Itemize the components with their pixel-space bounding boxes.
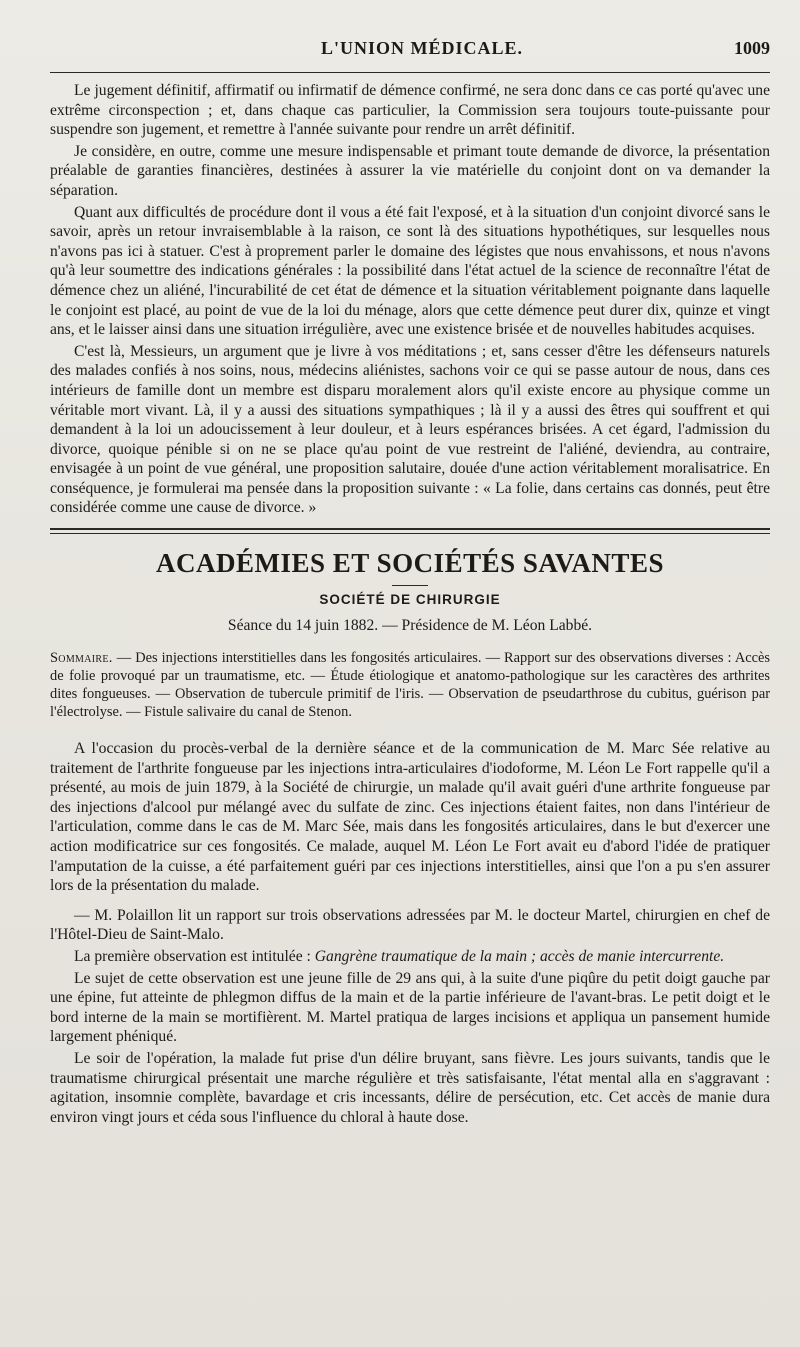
paragraph: — M. Polaillon lit un rapport sur trois observations adressées par M. le docteur Martel, chirurgien en chef de l'Hôtel-Dieu de Saint-Malo.: [50, 906, 770, 944]
title-rule: [392, 585, 428, 586]
paragraph: [50, 947, 770, 967]
observation-lead: La première observation est intitulée :: [74, 948, 315, 965]
paragraph: Je considère, en outre, comme une mesure indispensable et primant toute demande de divorce, la présentation préalable de garanties financières, destinées à assurer la vie matérielle du conjoint dont on va demander la séparation.: [50, 142, 770, 199]
paragraph: C'est là, Messieurs, un argument que je livre à vos méditations ; et, sans cesser d'être les défenseurs naturels des malades confiés à nos soins, nous, médecins aliénistes, sachons voir ce qui se passe autour de nous, dans ces intérieurs de famille dont un membre est disparu moralement alors qu'il existe encore au physique comme un véritable mort vivant. Là, il y a aussi des situations sympathiques ; là il y a aussi des êtres qui souffrent et qui demandent à la loi un adoucissement à leur douleur, et à leurs espérances brisées. A cet égard, l'admission du divorce, quoique pénible si on ne se place qu'au point de vue restreint de l'aliéné, deviendra, au contraire, envisagée à un point de vue général, une proposition salutaire, douée d'une action véritablement moralisatrice. En conséquence, je formulerai ma pensée dans la proposition suivante : « La folie, dans certains cas donnés, peut être considérée comme une cause de divorce. »: [50, 342, 770, 517]
paragraph: Quant aux difficultés de procédure dont il vous a été fait l'exposé, et à la situation d'un conjoint divorcé sans le savoir, après un retour invraisemblable à la raison, ce sont là des situations hypothétiques, sur lesquelles nous n'avons pas ici à statuer. C'est à proprement parler le domaine des légistes que nous envahissons, et nous n'avons qu'à leur soumettre des indications générales : la possibilité dans l'état actuel de la science de reconnaître l'état de démence chez un aliéné, l'incurabilité de cet état de démence et la situation véritablement poignante dans laquelle le conjoint est placé, au point de vue de la loi du ménage, alors que cette démence peut durer dix, quinze et vingt ans, et le laisser ainsi dans une situation irrégulière, avec une existence brisée et de nouvelles habitudes acquises.: [50, 203, 770, 339]
page-number: 1009: [734, 38, 770, 58]
sommaire: [50, 649, 770, 721]
paragraph: A l'occasion du procès-verbal de la dernière séance et de la communication de M. Marc Sée relative au traitement de l'arthrite fongueuse par les injections intra-articulaires d'iodoforme, M. Léon Le Fort rappelle qu'il a présenté, au mois de juin 1879, à la Société de chirurgie, un malade qu'il avait guéri d'une arthrite fongueuse par des injections d'alcool pur mélangé avec du sulfate de zinc. Ces injections étaient faites, non dans l'intérieur de l'articulation, comme dans le cas de M. Marc Sée, mais dans les fongosités articulaires, dans le but d'exercer une action modificatrice sur ces fongosités. Ce malade, auquel M. Léon Le Fort avait eu d'abord l'idée de pratiquer l'amputation de la cuisse, a été parfaitement guéri par ces injections interstitielles, ainsi que l'on a pu s'en assurer lors de la présentation du malade.: [50, 740, 770, 895]
running-title: L'UNION MÉDICALE.: [320, 38, 524, 58]
paragraph: Le soir de l'opération, la malade fut prise d'un délire bruyant, sans fièvre. Les jours suivants, tandis que le traumatisme chirurgical présentait une marche régulière et très satisfaisante, l'état mental alla en s'aggravant : agitation, insomnie complète, bavardage et cris incessants, délire de persécution, etc. Cet accès de manie dura environ vingt jours et céda sous l'influence du chloral à haute dose.: [50, 1049, 770, 1126]
observation-title: Gangrène traumatique de la main ; accès de manie intercurrente.: [314, 948, 725, 965]
section-divider: [50, 528, 770, 534]
running-head: [50, 38, 770, 73]
paragraph-gap: [50, 896, 770, 906]
section-title: ACADÉMIES ET SOCIÉTÉS SAVANTES: [156, 548, 664, 579]
continued-article: [50, 81, 770, 518]
session-line: Séance du 14 juin 1882. — Présidence de M. Léon Labbé.: [227, 617, 593, 635]
paragraph: Le sujet de cette observation est une jeune fille de 29 ans qui, à la suite d'une piqûre du petit doigt gauche par une épine, fut atteinte de phlegmon diffus de la main et de la partie inférieure de l'avant-bras. Le petit doigt et le bord interne de la main se mortifièrent. M. Martel pratiqua de larges incisions et appliqua un pansement humide largement phéniqué.: [50, 969, 770, 1046]
academies-section: [50, 548, 770, 1127]
paragraph: Le jugement définitif, affirmatif ou infirmatif de démence confirmé, ne sera donc dans ce cas porté qu'avec une extrême circonspection ; et, dans chaque cas particulier, la Commission sera toujours toute-puissante pour suspendre son jugement, et remettre à l'année suivante pour rendre un arrêt définitif.: [50, 82, 770, 139]
sommaire-label: Sommaire.: [50, 650, 113, 667]
sommaire-text: — Des injections interstitielles dans les fongosités articulaires. — Rapport sur des observations diverses : Accès de folie provoqué par un traumatisme, etc. — Étude étiologique et anatomo-pathologique sur les caractères des arthrites dites fongueuses. — Observation de tubercule primitif de l'iris. — Observation de pseudarthrose du cubitus, guérison par l'électrolyse. — Fistule salivaire du canal de Stenon.: [50, 650, 770, 721]
society-heading: SOCIÉTÉ DE CHIRURGIE: [319, 592, 501, 608]
